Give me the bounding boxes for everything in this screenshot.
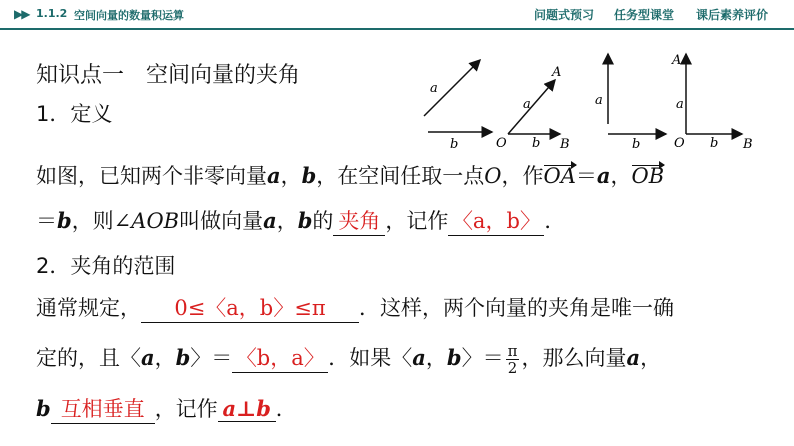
play-arrows-icon: ▶▶ — [14, 7, 29, 21]
definition-line-1: 如图，已知两个非零向量a，b，在空间任取一点O，作OA＝a，OB — [36, 163, 665, 188]
definition-line-2: ＝b，则∠AOB叫做向量a，b的 夹角 ，记作 〈a，b〉 ． — [36, 205, 565, 236]
nav-preview[interactable]: 问题式预习 — [534, 8, 595, 22]
label-b2: b — [532, 136, 541, 151]
label-a4: a — [676, 97, 684, 112]
header-divider — [0, 28, 794, 30]
answer-blank-symmetry: 〈b，a〉 — [232, 342, 328, 373]
nav-classroom[interactable]: 任务型课堂 — [614, 8, 675, 22]
label-O2: O — [674, 136, 685, 151]
label-a2: a — [523, 97, 531, 112]
range-heading: 2．夹角的范围 — [36, 254, 176, 278]
answer-blank-perp-notation: a⊥b — [218, 396, 276, 422]
range-line-3: b 互相垂直 ，记作 a⊥b ． — [36, 393, 297, 424]
pi-over-2-fraction: $\frac{\pi}{2}$ — [507, 342, 518, 377]
header — [0, 0, 794, 28]
knowledge-point-title: 知识点一 空间向量的夹角 — [36, 63, 301, 88]
section-number: 1.1.2 — [36, 7, 68, 20]
answer-blank-perpendicular: 互相垂直 — [51, 393, 155, 424]
vector-OB-notation: OB — [631, 164, 665, 188]
range-line-2: 定的，且〈a，b〉＝ 〈b，a〉 ．如果〈a，b〉＝ $\frac{\pi}{2}$ ，那么向量a， — [36, 342, 662, 377]
answer-blank-notation: 〈a，b〉 — [448, 205, 544, 236]
label-b4: b — [710, 136, 719, 151]
vector-OA — [508, 80, 555, 134]
label-B1: B — [560, 137, 570, 152]
nav-evaluation[interactable]: 课后素养评价 — [696, 8, 769, 22]
answer-blank-angle: 夹角 — [333, 205, 385, 236]
label-a1: a — [430, 81, 438, 96]
definition-heading: 1．定义 — [36, 102, 113, 126]
range-line-1: 通常规定， 0≤〈a，b〉≤π ．这样，两个向量的夹角是唯一确 — [36, 292, 674, 323]
label-O1: O — [496, 136, 507, 151]
label-b3: b — [632, 137, 641, 152]
label-B2: B — [743, 137, 753, 152]
label-A2: A — [672, 53, 682, 68]
label-A1: A — [552, 65, 562, 80]
section-title: 空间向量的数量积运算 — [74, 9, 184, 22]
label-b1: b — [450, 137, 459, 152]
vector-OA-notation: OA — [543, 164, 576, 188]
answer-blank-range: 0≤〈a，b〉≤π — [141, 292, 359, 323]
vector-figure — [410, 44, 780, 152]
label-a3: a — [595, 93, 603, 108]
